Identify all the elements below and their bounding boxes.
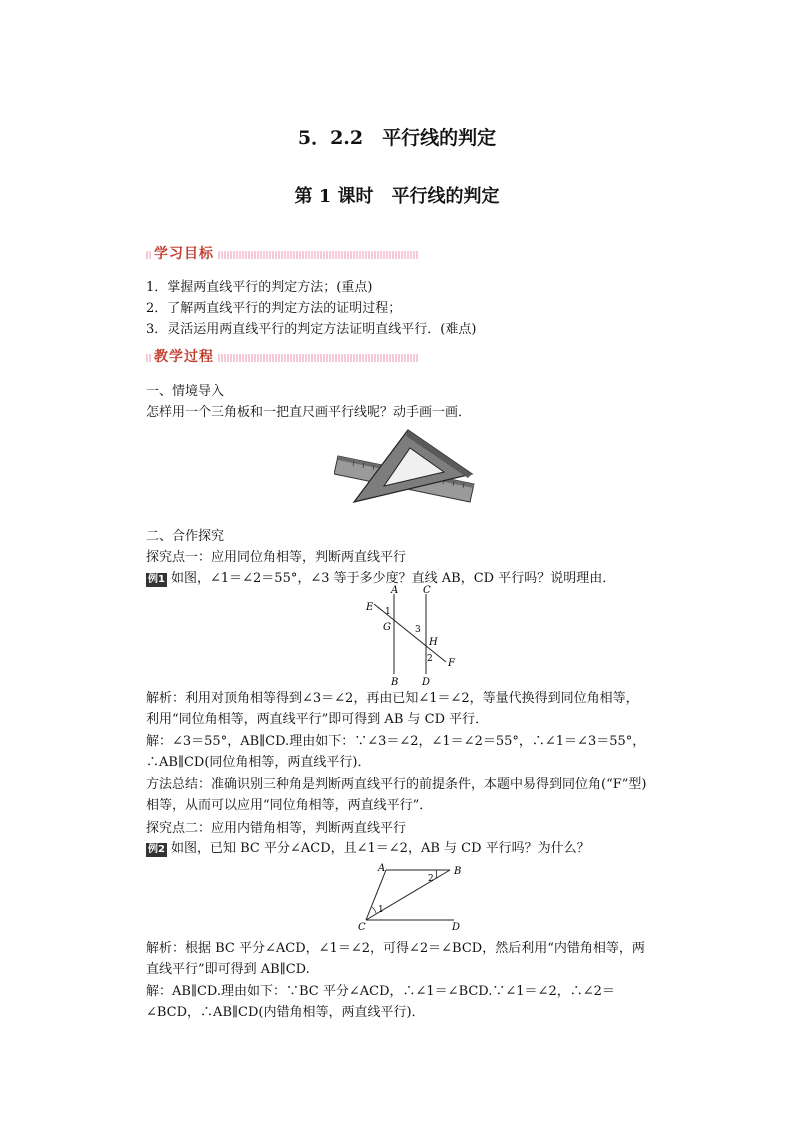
example-2-solution: 解：AB∥CD.理由如下：∵BC 平分∠ACD，∴∠1＝∠BCD.∵∠1＝∠2，∴∠2＝∠BCD，∴AB∥CD(内错角相等，两直线平行)． [146,984,615,1020]
example-2-tag: 例2 [148,844,165,855]
part1-text: 怎样用一个三角板和一把直尺画平行线呢？动手画一画． [146,405,472,420]
goal-item: 3．灵活运用两直线平行的判定方法证明直线平行．(难点) [146,322,477,337]
label-c: C [358,922,366,932]
section-banner-goals [146,243,418,265]
goal-item: 1．掌握两直线平行的判定方法；(重点) [146,280,373,295]
figure-1-parallel-lines [360,584,465,690]
goal-item: 2．了解两直线平行的判定方法的证明过程； [146,301,402,316]
label-c: C [423,585,431,596]
section-label-goals: 学习目标 [151,243,217,263]
example-1-analysis: 解析：利用对顶角相等得到∠3＝∠2，再由已知∠1＝∠2，等量代换得到同位角相等，利用“同位角相等，两直线平行”即可得到 AB 与 CD 平行． [146,691,639,727]
label-d: D [452,922,461,932]
part1-heading: 一、情境导入 [146,384,225,399]
figure-2-angle-bisector [350,860,470,932]
exploration-point-2: 探究点二：应用内错角相等，判断两直线平行 [146,821,407,836]
ruler-and-triangle-image [334,426,484,504]
lesson-subtitle: 第 1 课时 平行线的判定 [294,186,500,207]
part2-heading: 二、合作探究 [146,529,225,544]
label-d: D [422,677,431,688]
label-a: A [378,863,386,874]
label-angle-3: 3 [415,625,421,635]
example-2-text: 如图，已知 BC 平分∠ACD，且∠1＝∠2，AB 与 CD 平行吗？为什么？ [170,841,590,856]
example-1-solution: 解：∠3＝55°，AB∥CD.理由如下：∵∠3＝∠2，∠1＝∠2＝55°，∴∠1＝∠3＝55°，∴AB∥CD(同位角相等，两直线平行)． [146,734,646,770]
label-e: E [366,602,374,613]
label-angle-1: 1 [385,607,391,617]
exploration-point-1: 探究点一：应用同位角相等，判断两直线平行 [146,550,407,565]
page-title: 5．2.2 平行线的判定 [297,127,497,149]
label-angle-2: 2 [428,874,434,884]
example-2-analysis: 解析：根据 BC 平分∠ACD，∠1＝∠2，可得∠2＝∠BCD，然后利用“内错角相等，两直线平行”即可得到 AB∥CD. [146,941,645,977]
example-1-method-summary: 方法总结：准确识别三种角是判断两直线平行的前提条件，本题中易得到同位角(“F”型)相等，从而可以应用“同位角相等，两直线平行”． [146,777,647,813]
label-g: G [383,622,391,633]
section-label-process: 教学过程 [151,346,217,366]
section-banner-process [146,346,418,368]
label-f: F [448,658,455,669]
example-1-tag: 例1 [148,574,165,585]
label-b: B [391,677,399,688]
label-angle-1: 1 [378,905,384,915]
label-h: H [429,637,438,648]
label-b: B [454,866,462,877]
label-angle-2: 2 [427,654,433,664]
example-1-text: 如图，∠1＝∠2＝55°，∠3 等于多少度？直线 AB，CD 平行吗？说明理由． [170,571,616,586]
label-a: A [391,585,399,596]
example-2-question [146,837,590,857]
